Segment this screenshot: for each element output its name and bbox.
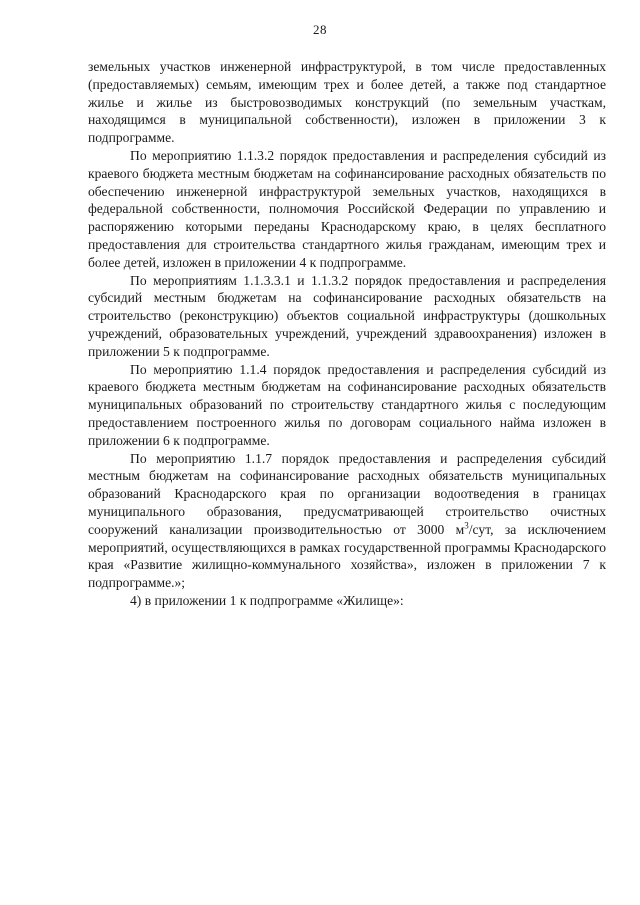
paragraph-measure-1-1-7 [88,450,606,592]
paragraph-measure-1-1-7-part-2: /сут, за исключением мероприятий, осуществляющихся в рамках государственной программы Краснодарского края «Развитие жилищно-коммунального хозяйства», изложен в приложении 7 к подпрограмме.»; [88,521,606,591]
document-body [88,58,606,610]
superscript-cubic: 3 [464,520,469,531]
paragraph-measure-1-1-3-2: По мероприятию 1.1.3.2 порядок предоставления и распределения субсидий из краевого бюджета местным бюджетам на софинансирование расходных обязательств по обеспечению инженерной инфраструктурой земельных участков, находящихся в федеральной собственности, полномочия Российской Федерации по управлению и распоряжению которыми переданы Краснодарскому краю, в целях бесплатного предоставления для строительства стандартного жилья гражданам, имеющим трех и более детей, изложен в приложении 4 к подпрограмме. [88,147,606,270]
page-number: 28 [313,22,327,37]
paragraph-continuation: земельных участков инженерной инфраструктурой, в том числе предоставленных (предоставляемых) семьям, имеющим трех и более детей, а также под стандартное жилье и жилье из быстровозводимых конструкций (по земельным участкам, находящимся в муниципальной собственности), изложен в приложении 3 к подпрограмме. [88,59,606,146]
paragraph-measure-1-1-7-part-1: По мероприятию 1.1.7 порядок предоставления и распределения субсидий местным бюджетам на софинансирование расходных обязательств муниципальных образований Краснодарского края по организации водоотведения в границах муниципального образования, предусматривающей строительство очистных сооружений канализации производительностью от 3000 м [88,450,606,537]
paragraph-measures-1-1-3-3-1: По мероприятиям 1.1.3.3.1 и 1.1.3.2 порядок предоставления и распределения субсидий местным бюджетам на софинансирование расходных обязательств на строительство (реконструкцию) объектов социальной инфраструктуры (дошкольных учреждений, образовательных учреждений, учреждений здравоохранения) изложен в приложении 5 к подпрограмме. [88,272,606,359]
paragraph-appendix-1-item-4: 4) в приложении 1 к подпрограмме «Жилище»: [130,592,404,608]
paragraph-measure-1-1-4: По мероприятию 1.1.4 порядок предоставления и распределения субсидий из краевого бюджета местным бюджетам на софинансирование расходных обязательств муниципальных образований по строительству стандартного жилья с последующим предоставлением построенного жилья по договорам социального найма изложен в приложении 6 к подпрограмме. [88,361,606,448]
